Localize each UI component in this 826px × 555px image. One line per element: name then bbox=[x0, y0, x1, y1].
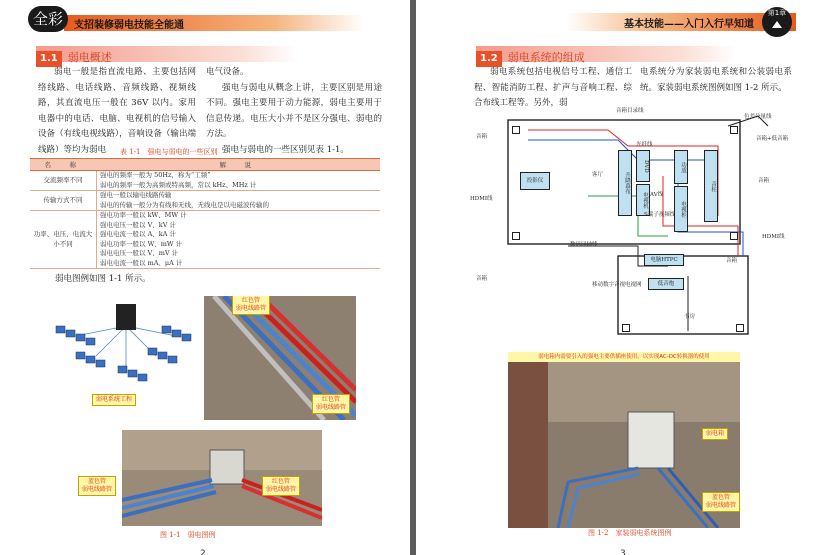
speaker-icon bbox=[512, 232, 520, 240]
diag-hdmi-right: HDMI线 bbox=[762, 234, 785, 240]
section-heading: 弱电概述 bbox=[67, 51, 112, 64]
paragraph: 强电与弱电的一些区别见表 1-1。 bbox=[222, 144, 349, 155]
home-weak-current-diagram bbox=[468, 106, 788, 346]
desc-line: 强电电流一般以 A、kA 计 bbox=[100, 230, 176, 238]
paragraph: 电系统分为家装弱电系统和公装弱电系统。家装弱电系统图例如图 1-2 所示。 bbox=[640, 67, 792, 93]
right-page bbox=[416, 0, 826, 555]
figure-caption-1-2: 图 1-2 家装弱电系统图例 bbox=[588, 529, 672, 537]
right-col-2 bbox=[640, 65, 792, 96]
diag-mobile-storage: 移动数字音视电视网 bbox=[592, 282, 642, 288]
diag-rear: 书房 bbox=[684, 314, 696, 320]
paragraph: 弱电一般是指直流电路、主要包括网络线路、电话线路、音频线路、视频线路，其直流电压一般在 36V 以内。家用电器中的电话、电脑、电视机的信号输入设备（有线电视线路），音响设备（输出端线路）等均为弱电 bbox=[38, 67, 196, 155]
diag-tv-cabinet: 电视柜 bbox=[674, 186, 688, 232]
page-number: 2 bbox=[200, 549, 206, 555]
label-weak-project: 弱电系统工程 bbox=[92, 394, 136, 406]
label-blue-pipe-left: 蓝色管 弱电线路管 bbox=[78, 476, 116, 496]
chapter-title: 基本技能——入门入行早知道 bbox=[624, 19, 754, 30]
left-page bbox=[0, 0, 410, 555]
diag-livingroom: 客厅 bbox=[592, 172, 604, 178]
diag-computer: 电脑HTPC bbox=[644, 254, 684, 266]
diag-lift-screen: 升降幕布 bbox=[618, 150, 632, 216]
comparison-table bbox=[30, 158, 380, 269]
desc-line: 弱电的传输一般分为有线和无线，无线电是以电磁波传输的 bbox=[100, 200, 269, 209]
label-red-pipe-top: 红色管 弱电线路管 bbox=[232, 296, 270, 315]
section-heading: 弱电系统的组成 bbox=[507, 51, 585, 64]
network-illustration bbox=[36, 296, 194, 414]
desc-line: 弱电电流一般以 mA、μA 计 bbox=[100, 258, 183, 267]
header-bar bbox=[64, 15, 364, 31]
diag-spk-wall: 音柱 bbox=[704, 150, 718, 222]
diag-speaker-right2: 音箱 bbox=[758, 178, 770, 184]
table-cell-name: 交流频率不同 bbox=[30, 171, 97, 191]
speaker-icon bbox=[736, 324, 744, 332]
desc-line: 强电一般以输电线路传输 bbox=[100, 191, 172, 199]
book-title: 支招装修弱电技能全能通 bbox=[74, 20, 184, 31]
chapter-label: 第1章 bbox=[767, 9, 787, 17]
diag-label-fiber: 光纤线 bbox=[636, 142, 653, 148]
section-number: 1.1 bbox=[36, 51, 62, 67]
weak-box-photo bbox=[508, 352, 740, 528]
diag-amp: 功放 bbox=[674, 150, 688, 184]
desc-line: 弱电的频率一般为高频或特高频，常以 kHz、MHz 计 bbox=[100, 180, 257, 189]
diag-label-top: 音箱目录线 bbox=[616, 108, 644, 114]
section-title-1-1 bbox=[36, 46, 296, 62]
table-header-desc: 解 说 bbox=[97, 159, 381, 171]
table-cell-desc bbox=[97, 191, 381, 211]
desc-line: 弱电电压一般以 V、mV 计 bbox=[100, 249, 179, 257]
diag-tv: 电视机 bbox=[636, 184, 650, 216]
paragraph: 强电与弱电从概念上讲，主要区别是用途不同。强电主要用于动力能源，弱电主要用于信息传递。电压大小并不是区分强电、弱电的方法。 bbox=[206, 82, 382, 139]
label-weak-box: 弱电箱 bbox=[702, 428, 728, 440]
diag-digital-coax: 数码同轴线 bbox=[570, 242, 598, 248]
right-col-1 bbox=[474, 65, 632, 112]
photo-banner: 弱电箱内需要引入的强电主要供插座使用，以实现AC-DC转换器的使用 bbox=[508, 352, 740, 362]
left-header bbox=[0, 0, 410, 34]
section-title-1-2 bbox=[476, 46, 736, 62]
pipes-photo-top bbox=[204, 296, 356, 420]
page-number: 3 bbox=[620, 549, 626, 555]
table-cell-desc bbox=[97, 171, 381, 191]
desc-line: 强电的频率一般为 50Hz，称为“工频” bbox=[100, 171, 211, 179]
figure-intro: 弱电图例如图 1-1 所示。 bbox=[55, 274, 151, 284]
section-number: 1.2 bbox=[476, 51, 502, 67]
table-header-name: 名 称 bbox=[30, 159, 97, 171]
left-col-1 bbox=[38, 65, 196, 158]
speaker-icon bbox=[730, 232, 738, 240]
desc-line: 强电电压一般以 V、kV 计 bbox=[100, 220, 176, 229]
diag-speaker-right: 音箱 bbox=[726, 258, 738, 264]
full-color-logo: 全彩 bbox=[28, 6, 68, 32]
table-cell-name: 功率、电压、电流大小不同 bbox=[30, 211, 97, 269]
left-col-2 bbox=[206, 65, 382, 158]
diag-subwoofer: 低音炮 bbox=[648, 278, 684, 290]
table-cell-name: 传输方式不同 bbox=[30, 191, 97, 211]
diag-speaker-left: 音箱 bbox=[476, 276, 488, 282]
diag-label-speaker: 音箱 bbox=[476, 134, 488, 140]
table-row bbox=[30, 211, 380, 269]
diag-label-speaker-plus: 音箱+低音箱 bbox=[756, 136, 788, 142]
table-cell-desc bbox=[97, 211, 381, 269]
table-row bbox=[30, 191, 380, 211]
speaker-icon bbox=[512, 126, 520, 134]
diag-s-terminal: S端子视频线 bbox=[644, 212, 676, 218]
figure-caption-1-1: 图 1-1 弱电图例 bbox=[160, 531, 216, 539]
triangle-icon bbox=[772, 21, 782, 28]
paragraph: 弱电系统包括电视信号工程、通信工程、智能消防工程、扩声与音响工程、综合布线工程等。另外，弱 bbox=[474, 67, 632, 108]
desc-line: 弱电功率一般以 W、mW 计 bbox=[100, 239, 183, 248]
desc-line: 强电功率一般以 kW、MW 计 bbox=[100, 211, 187, 219]
diag-projector: 投影仪 bbox=[520, 172, 550, 190]
table-caption: 表 1-1 强电与弱电的一些区别 bbox=[120, 148, 218, 156]
paragraph: 电气设备。 bbox=[206, 67, 249, 77]
table-row bbox=[30, 171, 380, 191]
chapter-badge bbox=[762, 7, 792, 37]
diag-av-line: AV线 bbox=[650, 192, 664, 198]
diag-hdmi-left: HDMI线 bbox=[470, 196, 493, 202]
label-red-pipe-right: 红色管 弱电线路管 bbox=[312, 394, 350, 414]
speaker-icon bbox=[730, 126, 738, 134]
label-red-pipe-bottom: 红色管 弱电线路管 bbox=[262, 476, 300, 496]
right-header bbox=[416, 0, 826, 34]
label-blue-pipe: 蓝色管 弱电线路管 bbox=[702, 492, 740, 512]
diag-label-color-amp: 色差分量线 bbox=[744, 114, 772, 120]
diag-dvd: DVD bbox=[636, 150, 650, 182]
speaker-icon bbox=[622, 324, 630, 332]
